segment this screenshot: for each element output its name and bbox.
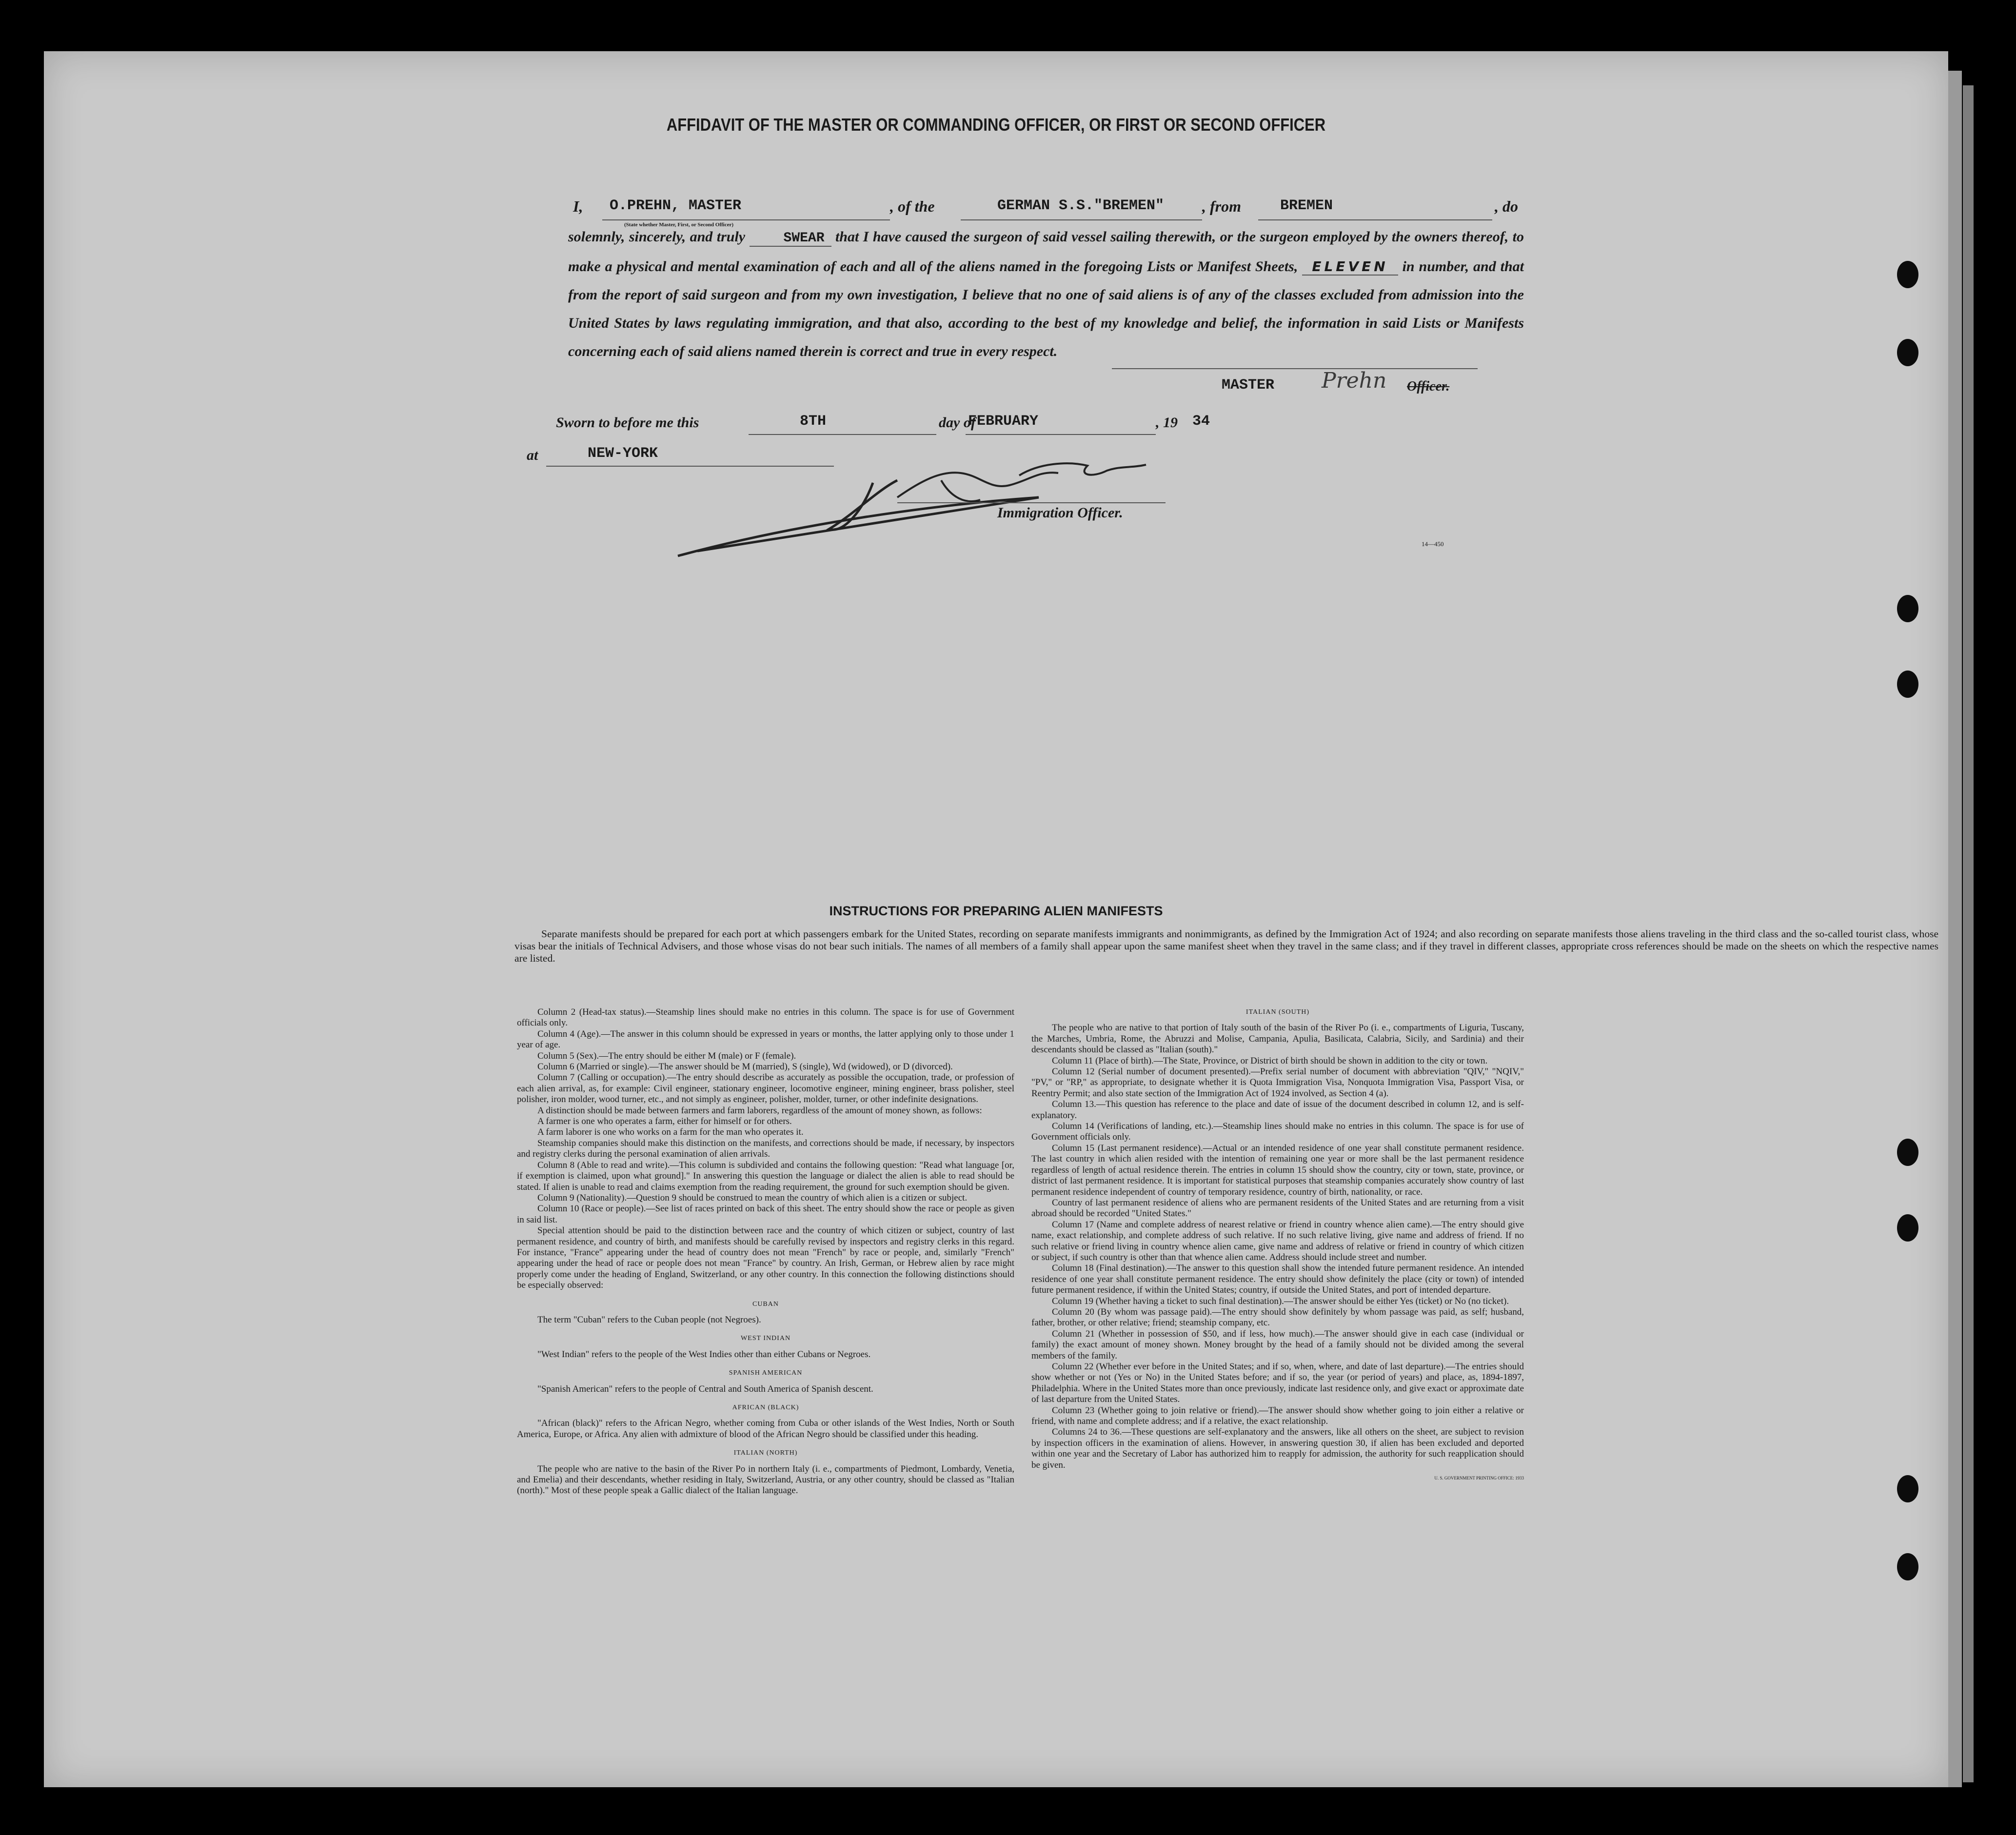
instruction-paragraph: Columns 24 to 36.—These questions are self-explanatory and the answers, like all others on the sheet, are subject to revision by inspection officers in the examination of aliens. However, in answering question 30, if alien has been excluded and deported within one year and the Secretary of Labor has authorized him to reapply for admission, the authority for such reapplication should be given. [1031, 1427, 1524, 1470]
section-text: "Spanish American" refers to the people of Central and South America of Spanish descent. [537, 1383, 873, 1394]
instruction-paragraph: Column 7 (Calling or occupation).—The entry should describe as accurately as possible the occupation, trade, or profession of each alien arrival, as, for example: Civil engineer, stationary engineer, locomotive engineer, mining engineer, brass polisher, steel polisher, iron molder, wood turner, etc., and not simply as engineer, polisher, molder, turner, or other indefinite designations. [517, 1072, 1014, 1105]
punch-hole [1897, 671, 1918, 698]
signature-line [1112, 368, 1478, 369]
instructions-right-column [1031, 1007, 1524, 1483]
officer-sign-line [897, 502, 1166, 503]
section-text: "African (black)" refers to the African Negro, whether coming from Cuba or other islands of the West Indies, North or South America, Europe, or Africa. Any alien with admixture of blood of the African Negro should be classified under this heading. [517, 1418, 1014, 1440]
affidavit-title: AFFIDAVIT OF THE MASTER OR COMMANDING OFFICER, OR FIRST OR SECOND OFFICER [666, 115, 1326, 135]
instruction-paragraph: Column 12 (Serial number of document presented).—Prefix serial number of document with abbreviation "QIV," "NQIV," "PV," or "RP," as appropriate, to designate whether it is Quota Immigration Visa, Nonquota Immigration Visa, Passport Visa, or Reentry Permit; and also state section of the Immigration Act of 1924 involved, as Section 4 (a). [1031, 1066, 1524, 1099]
punch-hole [1897, 1139, 1918, 1166]
section-heading: CUBAN [752, 1300, 779, 1308]
instruction-paragraph: Column 19 (Whether having a ticket to such final destination).—The answer should be either Yes (ticket) or No (no ticket). [1052, 1296, 1509, 1306]
instructions-left-column [517, 1007, 1014, 1497]
day-of-label: day of [939, 414, 976, 431]
instruction-paragraph: Column 4 (Age).—The answer in this column should be expressed in years or months, the latter applying only to those under 1 year of age. [517, 1028, 1014, 1050]
instructions-intro: Separate manifests should be prepared for each port at which passengers embark for the United States, recording on separate manifests immigrants and nonimmigrants, as defined by the Immigration Act of 1924; and also recording on separate manifests those aliens traveling in the third class and the so-called tourist class, whose visas bear the initials of Technical Advisers, and those whose visas do not bear such initials. The names of all members of a family shall appear upon the same manifest sheet when they travel in the same class; and if they travel in different classes, appropriate cross references should be made on the sheets on which the respective names are listed. [514, 928, 1938, 964]
year-suffix: 34 [1192, 413, 1210, 430]
instruction-paragraph: Country of last permanent residence of aliens who are permanent residents of the United States and are returning from a visit abroad should be recorded "United States." [1031, 1197, 1524, 1219]
section-text: The people who are native to the basin of the River Po in northern Italy (i. e., compartments of Piedmont, Lombardy, Venetia, and Emelia) and their descendants, whether residing in Italy, Switzerland, Austria, or any other country, should be classed as "Italian (north)." Most of these people speak a Gallic dialect of the Italian language. [517, 1463, 1014, 1496]
form-number: 14—450 [1422, 540, 1444, 548]
punch-hole [1897, 595, 1918, 622]
from-label: , from [1202, 197, 1241, 215]
struck-officer-word: Officer. [1407, 379, 1450, 394]
instruction-paragraph: Steamship companies should make this distinction on the manifests, and corrections should be made, if necessary, by inspectors and registry clerks during the personal examination of alien arrivals. [517, 1138, 1014, 1160]
port-line [1258, 219, 1492, 220]
instruction-paragraph: Column 2 (Head-tax status).—Steamship lines should make no entries in this column. The space is for use of Government officials only. [517, 1007, 1014, 1028]
affidavit-text-closing: in number, and that from the report of said surgeon and from my own investigation, I believe that no one of said aliens is of any of the classes excluded from admission into the United States by laws regulating immigration, and that also, according to the best of my knowledge and belief, the information in said Lists or Manifests concerning each of said aliens named therein is correct and true in every respect. [568, 258, 1524, 359]
instruction-paragraph: A farm laborer is one who works on a farm for the man who operates it. [537, 1127, 804, 1138]
punch-hole [1897, 1214, 1918, 1242]
officer-label: Immigration Officer. [997, 505, 1123, 521]
section-heading: WEST INDIAN [740, 1335, 791, 1342]
affidavit-text-main: that I have caused the surgeon of said vessel sailing therewith, or the surgeon employed by the owners thereof, to make a physical and mental examination of each and all of the aliens named in the foregoing Lists or Manifest Sheets, [568, 229, 1524, 275]
section-heading: ITALIAN (NORTH) [733, 1449, 798, 1457]
instruction-paragraph: Column 11 (Place of birth).—The State, Province, or District of birth should be shown in addition to the city or town. [1052, 1055, 1488, 1066]
sworn-day: 8TH [800, 413, 827, 430]
sworn-label: Sworn to before me this [556, 414, 699, 431]
instruction-paragraph: Column 5 (Sex).—The entry should be either M (male) or F (female). [537, 1050, 796, 1061]
instructions-title: INSTRUCTIONS FOR PREPARING ALIEN MANIFESTS [829, 904, 1163, 918]
officer-hint: (State whether Master, First, or Second Officer) [624, 222, 734, 228]
vessel-line [961, 219, 1202, 220]
printer-note: U. S. GOVERNMENT PRINTING OFFICE: 1933 [1434, 1476, 1524, 1481]
section-heading: SPANISH AMERICAN [729, 1369, 803, 1377]
page-stack-edge [1948, 71, 1962, 1787]
section-heading: ITALIAN (SOUTH) [1245, 1008, 1310, 1016]
page-stack-edge [1963, 85, 1974, 1782]
instruction-paragraph: Column 10 (Race or people).—See list of races printed on back of this sheet. The entry should show the race or people as given in said list. [517, 1204, 1014, 1225]
vessel-name: GERMAN S.S."BREMEN" [997, 197, 1165, 214]
instruction-paragraph: Column 21 (Whether in possession of $50, and if less, how much).—The answer should give in each case (individual or family) the exact amount of money shown. Money brought by the head of a family should not be divided among the several members of the family. [1031, 1328, 1524, 1361]
section-heading: AFRICAN (BLACK) [732, 1404, 799, 1411]
instruction-paragraph: Column 18 (Final destination).—The answer to this question shall show the intended future permanent residence. An intended residence of one year shall constitute permanent residence. The entry should show definitely the place (city or town) of intended future permanent residence, if within the United States; country, if outside the United States, and port of intended departure. [1031, 1263, 1524, 1296]
port-name: BREMEN [1280, 197, 1333, 214]
sworn-month: FEBRUARY [968, 413, 1039, 430]
officer-name: O.PREHN, MASTER [610, 197, 742, 214]
instruction-paragraph: Column 20 (By whom was passage paid).—The entry should show definitely by whom passage was paid, as self; husband, father, brother, or other relative; friend; steamship company, etc. [1031, 1306, 1524, 1328]
master-signature: Prehn [1322, 368, 1387, 393]
instruction-paragraph: Column 22 (Whether ever before in the United States; and if so, when, where, and date of last departure).—The entries should show whether or not (Yes or No) in the United States before; and if so, the year (or period of years) and place, as, 1894-1897, Philadelphia. Where in the United States more than once previously, indicate last residence only, and give exact or approximate date of last departure from the United States. [1031, 1361, 1524, 1405]
punch-hole [1897, 1475, 1918, 1502]
of-the-label: , of the [890, 197, 935, 215]
instruction-paragraph: A farmer is one who operates a farm, either for himself or for others. [537, 1116, 792, 1127]
instruction-paragraph: Column 9 (Nationality).—Question 9 should be construed to mean the country of which alien is a citizen or subject. [537, 1192, 968, 1203]
month-line [966, 434, 1156, 435]
officer-line [602, 219, 890, 220]
at-label: at [527, 447, 538, 463]
instruction-paragraph: The people who are native to that portion of Italy south of the basin of the River Po (i. e., compartments of Liguria, Tuscany, the Marches, Umbria, Rome, the Abruzzi and Molise, Campania, Apulia, Basilicata, Calabria, Sicily, and Sardinia) and their descendants should be classed as "Italian (south)." [1031, 1023, 1524, 1055]
manifest-page [44, 51, 1948, 1787]
instruction-paragraph: Column 23 (Whether going to join relative or friend).—The answer should show whether going to join either a relative or friend, with name and complete address; and if a relative, the exact relationship. [1031, 1405, 1524, 1427]
sheet-count: ELEVEN [1302, 258, 1398, 276]
affidavit-body [568, 223, 1524, 366]
i-label: I, [573, 197, 583, 215]
signer-title: MASTER [1222, 377, 1275, 394]
place-name: NEW-YORK [588, 445, 658, 462]
section-text: The term "Cuban" refers to the Cuban people (not Negroes). [537, 1314, 761, 1325]
oath-word: SWEAR [750, 231, 831, 247]
punch-hole [1897, 339, 1918, 366]
year-prefix: , 19 [1156, 414, 1178, 431]
instruction-paragraph: Column 15 (Last permanent residence).—Actual or an intended residence of one year shall constitute permanent residence. The last country in which alien resided with the intention of remaining one year or more shall be the last permanent residence regardless of length of actual residence therein. The entries in column 15 should show the country, city or town, state, province, or district of last permanent residence. It is important for statistical purposes that steamship companies accurately show country of last permanent residence independent of country of temporary residence, country of birth, nationality, or race. [1031, 1143, 1524, 1197]
instruction-paragraph: Special attention should be paid to the distinction between race and the country of which citizen or subject, country of last permanent residence, and country of birth, and manifests should be carefully revised by inspectors and registry clerks in this regard. For instance, "France" appearing under the head of country does not mean "French" by race or people, and, similarly "French" appearing under the head of race or people does not mean "France" by country. An Irish, German, or Hebrew alien by race might properly come under the heading of England, Switzerland, or any other country. In this connection the following distinctions should be especially observed: [517, 1225, 1014, 1291]
instruction-paragraph: Column 8 (Able to read and write).—This column is subdivided and contains the following question: "Read what language [or, if exemption is claimed, upon what ground]." In answering this question the language or dialect the alien is able to read should be stated. If alien is unable to read and claims exemption from the reading requirement, the ground for such exemption should be given. [517, 1160, 1014, 1192]
instruction-paragraph: Column 17 (Name and complete address of nearest relative or friend in country whence alien came).—The entry should give name, exact relationship, and complete address of such relative. If no such relative living, give name and address of friend. If no such relative or friend living in country whence alien came, give name and address of relative or friend in country of which citizen or subject, if such country is other than that whence alien came. Address should include street and number. [1031, 1219, 1524, 1263]
instruction-paragraph: Column 13.—This question has reference to the place and date of issue of the document described in column 12, and is self-explanatory. [1031, 1099, 1524, 1121]
section-text: "West Indian" refers to the people of the West Indies other than either Cubans or Negroes. [537, 1349, 871, 1360]
instruction-paragraph: A distinction should be made between farmers and farm laborers, regardless of the amount of money shown, as follows: [537, 1105, 982, 1116]
instruction-paragraph: Column 6 (Married or single).—The answer should be M (married), S (single), Wd (widowed), or D (divorced). [537, 1062, 953, 1072]
day-line [749, 434, 936, 435]
punch-hole [1897, 1553, 1918, 1580]
do-label: , do [1495, 197, 1518, 215]
instruction-paragraph: Column 14 (Verifications of landing, etc.).—Steamship lines should make no entries in this column. The space is for use of Government officials only. [1031, 1121, 1524, 1143]
punch-hole [1897, 261, 1918, 288]
affidavit-text-solemnly: solemnly, sincerely, and truly [568, 229, 746, 245]
